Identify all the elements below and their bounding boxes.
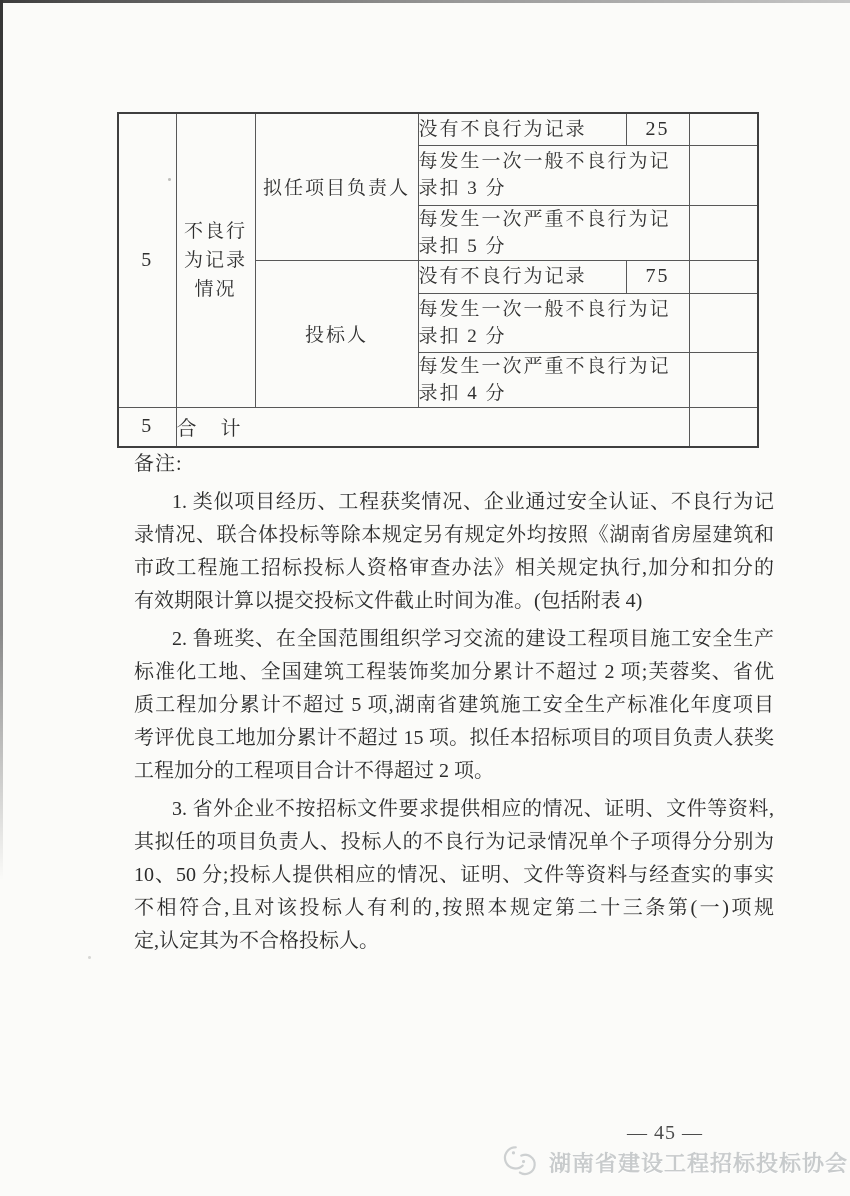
note-line: 其拟任的项目负责人、投标人的不良行为记录情况单个子项得分分别为: [134, 831, 774, 853]
score-entry-cell: [689, 145, 758, 205]
score-entry-cell: [689, 205, 758, 260]
watermark-text: 湖南省建设工程招标投标协会: [549, 1150, 849, 1176]
note-line: 不相符合,且对该投标人有利的,按照本规定第二十三条第(一)项规: [134, 897, 774, 919]
score-entry-cell: [689, 113, 758, 145]
subject-cell-project-leader: 拟任项目负责人: [255, 113, 418, 260]
score-entry-cell: [689, 293, 758, 352]
note-line: 3. 省外企业不按招标文件要求提供相应的情况、证明、文件等资料,: [172, 798, 774, 820]
page-number: — 45 —: [627, 1122, 703, 1144]
total-label-cell: 合 计: [176, 407, 689, 447]
note-line: 质工程加分累计不超过 5 项,湖南省建筑施工安全生产标准化年度项目: [134, 694, 774, 716]
note-line: 工程加分的工程项目合计不得超过 2 项。: [134, 760, 494, 782]
note-2: [134, 623, 774, 788]
score-entry-cell: [689, 352, 758, 407]
subject-cell-bidder: 投标人: [255, 260, 418, 407]
score-entry-cell: [689, 407, 758, 447]
note-line: 有效期限计算以提交投标文件截止时间为准。(包括附表 4): [134, 590, 643, 612]
note-line: 2. 鲁班奖、在全国范围组织学习交流的建设工程项目施工安全生产: [172, 628, 774, 650]
criteria-cell: 每发生一次一般不良行为记录扣 2 分: [418, 293, 689, 352]
note-line: 标准化工地、全国建筑工程装饰奖加分累计不超过 2 项;芙蓉奖、省优: [134, 661, 774, 683]
scan-artifact-top-edge: [0, 0, 850, 3]
evaluation-score-table: [117, 112, 759, 448]
footer-watermark: [502, 1138, 848, 1186]
note-line: 1. 类似项目经历、工程获奖情况、企业通过安全认证、不良行为记: [172, 491, 774, 513]
criteria-cell: 没有不良行为记录: [418, 113, 626, 145]
notes-label: 备注:: [134, 453, 183, 475]
note-line: 定,认定其为不合格投标人。: [134, 930, 379, 952]
scan-speck: [88, 956, 91, 959]
score-entry-cell: [689, 260, 758, 293]
score-cell: 25: [626, 113, 689, 145]
criteria-cell: 每发生一次严重不良行为记录扣 5 分: [418, 205, 689, 260]
total-row-number-cell: 5: [118, 407, 176, 447]
note-line: 考评优良工地加分累计不超过 15 项。拟任本招标项目的项目负责人获奖: [134, 727, 774, 749]
note-line: 录情况、联合体投标等除本规定另有规定外均按照《湖南省房屋建筑和: [134, 524, 774, 546]
note-3: [134, 793, 774, 958]
association-logo-icon: [502, 1140, 546, 1184]
notes-section: [134, 448, 774, 958]
note-line: 10、50 分;投标人提供相应的情况、证明、文件等资料与经查实的事实: [134, 864, 774, 886]
criteria-cell: 每发生一次严重不良行为记录扣 4 分: [418, 352, 689, 407]
row-number-cell: 5: [118, 113, 176, 407]
score-cell: 75: [626, 260, 689, 293]
note-line: 市政工程施工招标投标人资格审查办法》相关规定执行,加分和扣分的: [134, 557, 774, 579]
criteria-cell: 每发生一次一般不良行为记录扣 3 分: [418, 145, 689, 205]
note-1: [134, 486, 774, 618]
category-cell: 不良行为记录情况: [176, 113, 255, 407]
scan-artifact-left-edge: [0, 0, 3, 880]
criteria-cell: 没有不良行为记录: [418, 260, 626, 293]
